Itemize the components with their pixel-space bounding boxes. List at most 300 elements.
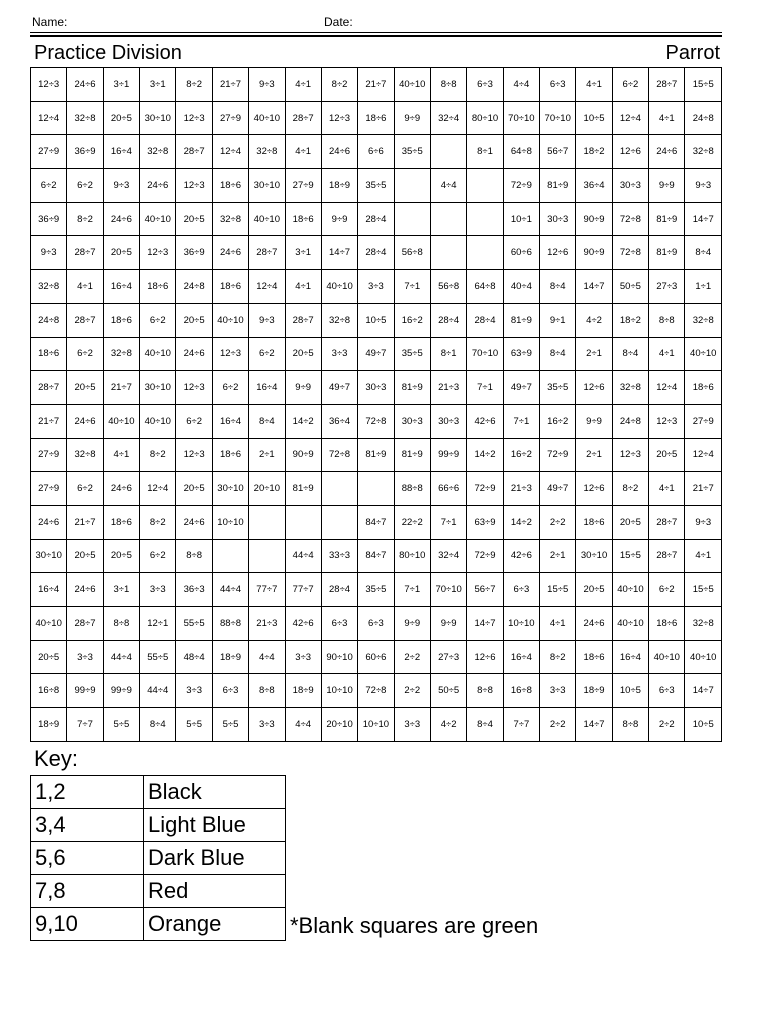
grid-cell: 22÷2 — [394, 505, 430, 539]
grid-cell: 12÷3 — [31, 68, 67, 102]
grid-row — [31, 236, 722, 270]
grid-cell: 40÷10 — [649, 640, 685, 674]
grid-cell: 81÷9 — [285, 472, 321, 506]
grid-cell: 10÷5 — [576, 101, 612, 135]
grid-cell: 32÷8 — [685, 135, 722, 169]
grid-cell: 21÷3 — [503, 472, 539, 506]
grid-cell: 36÷9 — [31, 202, 67, 236]
grid-row — [31, 337, 722, 371]
grid-cell: 30÷10 — [140, 371, 176, 405]
grid-cell: 28÷7 — [31, 371, 67, 405]
grid-cell: 9÷3 — [103, 169, 139, 203]
grid-cell: 21÷7 — [358, 68, 394, 102]
key-range: 7,8 — [31, 875, 144, 908]
grid-row — [31, 101, 722, 135]
grid-cell: 2÷1 — [576, 337, 612, 371]
grid-cell: 9÷9 — [285, 371, 321, 405]
grid-cell: 6÷3 — [467, 68, 503, 102]
grid-row — [31, 674, 722, 708]
grid-cell: 4÷4 — [249, 640, 285, 674]
key-row — [31, 908, 286, 941]
grid-cell: 12÷4 — [685, 438, 722, 472]
grid-cell: 8÷8 — [249, 674, 285, 708]
grid-cell: 20÷5 — [67, 539, 103, 573]
date-label: Date: — [324, 15, 353, 29]
grid-cell: 12÷6 — [576, 472, 612, 506]
grid-cell — [430, 202, 466, 236]
grid-cell: 18÷6 — [212, 169, 248, 203]
grid-cell: 12÷1 — [140, 607, 176, 641]
grid-cell: 8÷4 — [540, 337, 576, 371]
grid-cell: 4÷1 — [285, 270, 321, 304]
grid-row — [31, 303, 722, 337]
grid-cell: 32÷8 — [31, 270, 67, 304]
grid-cell: 27÷9 — [285, 169, 321, 203]
grid-cell: 7÷1 — [430, 505, 466, 539]
grid-cell: 32÷4 — [430, 539, 466, 573]
grid-cell: 35÷5 — [394, 135, 430, 169]
grid-cell: 2÷2 — [540, 708, 576, 742]
grid-cell: 72÷9 — [467, 472, 503, 506]
grid-cell: 28÷7 — [285, 303, 321, 337]
grid-cell: 10÷5 — [612, 674, 648, 708]
grid-cell: 40÷10 — [103, 404, 139, 438]
grid-cell: 18÷2 — [576, 135, 612, 169]
grid-cell: 18÷6 — [285, 202, 321, 236]
grid-cell: 80÷10 — [394, 539, 430, 573]
grid-cell: 24÷6 — [103, 472, 139, 506]
grid-cell: 9÷9 — [576, 404, 612, 438]
key-range: 1,2 — [31, 776, 144, 809]
grid-cell: 8÷8 — [176, 539, 212, 573]
grid-cell: 6÷3 — [212, 674, 248, 708]
grid-cell: 70÷10 — [540, 101, 576, 135]
grid-cell: 8÷8 — [430, 68, 466, 102]
grid-cell: 28÷7 — [67, 607, 103, 641]
grid-cell: 6÷2 — [649, 573, 685, 607]
grid-cell: 20÷5 — [103, 236, 139, 270]
grid-cell: 6÷2 — [140, 303, 176, 337]
grid-cell: 7÷7 — [503, 708, 539, 742]
grid-cell: 6÷6 — [358, 135, 394, 169]
grid-row — [31, 573, 722, 607]
grid-cell: 2÷2 — [540, 505, 576, 539]
grid-cell: 14÷7 — [685, 202, 722, 236]
grid-cell: 24÷6 — [140, 169, 176, 203]
grid-cell: 55÷5 — [176, 607, 212, 641]
grid-cell: 3÷3 — [540, 674, 576, 708]
grid-cell: 40÷10 — [140, 404, 176, 438]
grid-cell: 32÷8 — [140, 135, 176, 169]
grid-cell: 18÷6 — [649, 607, 685, 641]
grid-cell: 70÷10 — [467, 337, 503, 371]
grid-cell: 10÷10 — [321, 674, 357, 708]
grid-cell: 15÷5 — [612, 539, 648, 573]
grid-cell: 30÷10 — [140, 101, 176, 135]
grid-cell: 40÷10 — [394, 68, 430, 102]
grid-cell: 44÷4 — [103, 640, 139, 674]
grid-cell — [212, 539, 248, 573]
grid-cell: 35÷5 — [394, 337, 430, 371]
header-rule-thick — [30, 35, 722, 37]
grid-cell: 28÷4 — [430, 303, 466, 337]
grid-cell: 35÷5 — [358, 573, 394, 607]
grid-cell: 24÷6 — [649, 135, 685, 169]
grid-cell: 4÷2 — [430, 708, 466, 742]
grid-cell: 30÷3 — [358, 371, 394, 405]
grid-cell: 20÷5 — [285, 337, 321, 371]
grid-cell: 48÷4 — [176, 640, 212, 674]
grid-cell: 8÷4 — [685, 236, 722, 270]
grid-cell: 18÷2 — [612, 303, 648, 337]
grid-cell: 27÷9 — [31, 135, 67, 169]
grid-cell: 24÷6 — [67, 573, 103, 607]
grid-cell: 72÷9 — [503, 169, 539, 203]
grid-cell: 14÷7 — [576, 270, 612, 304]
grid-cell: 50÷5 — [612, 270, 648, 304]
grid-cell: 44÷4 — [212, 573, 248, 607]
grid-cell: 56÷7 — [540, 135, 576, 169]
grid-cell: 28÷7 — [649, 539, 685, 573]
grid-cell: 36÷9 — [67, 135, 103, 169]
grid-cell: 81÷9 — [358, 438, 394, 472]
grid-cell: 9÷9 — [394, 101, 430, 135]
grid-cell: 28÷4 — [358, 236, 394, 270]
grid-cell: 3÷3 — [321, 337, 357, 371]
grid-cell: 40÷10 — [249, 101, 285, 135]
grid-cell: 24÷6 — [176, 337, 212, 371]
worksheet-subject: Parrot — [665, 42, 720, 64]
grid-cell: 30÷10 — [249, 169, 285, 203]
grid-cell: 24÷8 — [612, 404, 648, 438]
grid-cell: 12÷4 — [140, 472, 176, 506]
grid-cell: 27÷9 — [685, 404, 722, 438]
grid-cell: 7÷1 — [394, 573, 430, 607]
grid-cell: 32÷8 — [685, 303, 722, 337]
grid-cell: 50÷5 — [430, 674, 466, 708]
grid-cell: 18÷6 — [212, 438, 248, 472]
grid-cell: 40÷10 — [140, 202, 176, 236]
grid-cell: 6÷2 — [67, 169, 103, 203]
grid-cell: 56÷8 — [394, 236, 430, 270]
grid-cell: 72÷8 — [612, 202, 648, 236]
grid-cell: 6÷2 — [67, 337, 103, 371]
grid-cell: 12÷4 — [612, 101, 648, 135]
grid-cell: 12÷3 — [212, 337, 248, 371]
grid-cell: 30÷3 — [540, 202, 576, 236]
grid-cell: 2÷2 — [649, 708, 685, 742]
grid-cell: 49÷7 — [503, 371, 539, 405]
grid-cell: 44÷4 — [285, 539, 321, 573]
grid-cell: 32÷8 — [212, 202, 248, 236]
grid-cell: 3÷3 — [67, 640, 103, 674]
grid-cell: 63÷9 — [467, 505, 503, 539]
grid-cell: 20÷5 — [176, 472, 212, 506]
grid-cell: 10÷5 — [358, 303, 394, 337]
grid-cell: 32÷8 — [321, 303, 357, 337]
grid-cell: 88÷8 — [212, 607, 248, 641]
grid-cell: 20÷10 — [249, 472, 285, 506]
grid-cell: 81÷9 — [540, 169, 576, 203]
grid-cell: 8÷8 — [467, 674, 503, 708]
grid-cell: 10÷10 — [212, 505, 248, 539]
grid-cell: 16÷2 — [394, 303, 430, 337]
grid-cell: 4÷4 — [503, 68, 539, 102]
grid-cell: 4÷1 — [540, 607, 576, 641]
grid-cell: 8÷4 — [140, 708, 176, 742]
grid-cell: 18÷6 — [103, 505, 139, 539]
grid-cell: 7÷7 — [67, 708, 103, 742]
grid-cell: 9÷3 — [685, 169, 722, 203]
grid-cell: 3÷3 — [140, 573, 176, 607]
grid-cell: 8÷8 — [103, 607, 139, 641]
grid-row — [31, 169, 722, 203]
grid-cell: 4÷4 — [430, 169, 466, 203]
grid-cell: 4÷1 — [103, 438, 139, 472]
grid-cell: 6÷3 — [358, 607, 394, 641]
grid-cell: 32÷8 — [685, 607, 722, 641]
grid-cell: 9÷9 — [394, 607, 430, 641]
grid-cell: 9÷3 — [249, 68, 285, 102]
grid-cell: 14÷2 — [467, 438, 503, 472]
grid-cell: 60÷6 — [503, 236, 539, 270]
grid-cell: 30÷3 — [612, 169, 648, 203]
grid-cell: 12÷4 — [31, 101, 67, 135]
grid-cell: 24÷6 — [67, 68, 103, 102]
grid-cell: 12÷3 — [176, 371, 212, 405]
grid-cell: 27÷9 — [31, 438, 67, 472]
grid-cell: 72÷9 — [540, 438, 576, 472]
grid-cell: 24÷6 — [212, 236, 248, 270]
grid-cell: 16÷4 — [612, 640, 648, 674]
grid-cell: 18÷6 — [103, 303, 139, 337]
grid-cell: 16÷2 — [503, 438, 539, 472]
grid-cell — [358, 472, 394, 506]
grid-cell: 20÷5 — [31, 640, 67, 674]
grid-cell: 12÷3 — [140, 236, 176, 270]
grid-cell: 14÷7 — [321, 236, 357, 270]
key-range: 9,10 — [31, 908, 144, 941]
grid-cell: 2÷2 — [394, 674, 430, 708]
grid-cell: 16÷4 — [103, 135, 139, 169]
grid-row — [31, 539, 722, 573]
grid-cell: 72÷8 — [321, 438, 357, 472]
grid-cell: 49÷7 — [321, 371, 357, 405]
grid-cell: 20÷5 — [176, 202, 212, 236]
key-range: 5,6 — [31, 842, 144, 875]
grid-cell — [467, 236, 503, 270]
grid-cell — [394, 202, 430, 236]
grid-cell: 20÷5 — [612, 505, 648, 539]
grid-cell — [467, 169, 503, 203]
grid-cell: 16÷2 — [540, 404, 576, 438]
grid-cell: 21÷3 — [430, 371, 466, 405]
grid-cell: 72÷8 — [358, 674, 394, 708]
grid-cell: 8÷2 — [67, 202, 103, 236]
grid-cell: 7÷1 — [394, 270, 430, 304]
grid-cell: 30÷3 — [430, 404, 466, 438]
grid-cell: 8÷2 — [140, 505, 176, 539]
grid-cell: 3÷3 — [176, 674, 212, 708]
grid-cell: 30÷10 — [31, 539, 67, 573]
grid-cell: 8÷8 — [612, 708, 648, 742]
key-color: Black — [144, 776, 286, 809]
grid-cell: 32÷8 — [103, 337, 139, 371]
grid-cell: 27÷9 — [212, 101, 248, 135]
grid-cell: 18÷9 — [576, 674, 612, 708]
grid-cell — [249, 539, 285, 573]
grid-cell: 40÷10 — [140, 337, 176, 371]
grid-cell: 28÷7 — [649, 68, 685, 102]
grid-cell: 90÷10 — [321, 640, 357, 674]
grid-cell: 2÷1 — [249, 438, 285, 472]
grid-cell: 24÷6 — [321, 135, 357, 169]
grid-cell — [249, 505, 285, 539]
grid-cell: 99÷9 — [103, 674, 139, 708]
grid-row — [31, 68, 722, 102]
grid-cell: 4÷1 — [285, 68, 321, 102]
grid-cell: 8÷4 — [467, 708, 503, 742]
grid-cell: 90÷9 — [576, 202, 612, 236]
grid-cell: 70÷10 — [430, 573, 466, 607]
grid-cell: 4÷1 — [285, 135, 321, 169]
grid-cell: 32÷8 — [67, 438, 103, 472]
grid-cell: 20÷5 — [649, 438, 685, 472]
grid-cell: 4÷1 — [576, 68, 612, 102]
grid-cell: 32÷8 — [249, 135, 285, 169]
grid-cell: 18÷9 — [321, 169, 357, 203]
grid-cell: 14÷2 — [503, 505, 539, 539]
grid-cell: 81÷9 — [649, 202, 685, 236]
grid-cell: 6÷2 — [67, 472, 103, 506]
grid-cell: 24÷8 — [176, 270, 212, 304]
grid-cell: 8÷4 — [540, 270, 576, 304]
grid-cell: 3÷1 — [285, 236, 321, 270]
grid-cell: 99÷9 — [430, 438, 466, 472]
grid-cell: 18÷6 — [576, 505, 612, 539]
grid-cell: 12÷6 — [467, 640, 503, 674]
grid-cell: 2÷1 — [540, 539, 576, 573]
blank-squares-note: *Blank squares are green — [290, 913, 539, 938]
grid-cell: 4÷2 — [576, 303, 612, 337]
grid-cell: 12÷6 — [612, 135, 648, 169]
grid-cell: 28÷4 — [358, 202, 394, 236]
grid-cell — [467, 202, 503, 236]
grid-cell: 18÷6 — [358, 101, 394, 135]
grid-cell — [321, 472, 357, 506]
grid-cell: 1÷1 — [685, 270, 722, 304]
grid-cell: 42÷6 — [503, 539, 539, 573]
grid-cell: 64÷8 — [503, 135, 539, 169]
grid-cell: 4÷1 — [67, 270, 103, 304]
grid-cell: 77÷7 — [285, 573, 321, 607]
grid-cell: 49÷7 — [540, 472, 576, 506]
grid-cell: 8÷8 — [649, 303, 685, 337]
key-row — [31, 776, 286, 809]
grid-cell: 8÷4 — [612, 337, 648, 371]
grid-cell: 10÷5 — [685, 708, 722, 742]
grid-cell: 90÷9 — [285, 438, 321, 472]
grid-cell: 77÷7 — [249, 573, 285, 607]
grid-cell: 27÷3 — [430, 640, 466, 674]
grid-cell: 4÷1 — [649, 472, 685, 506]
grid-cell: 27÷3 — [649, 270, 685, 304]
grid-cell: 81÷9 — [394, 438, 430, 472]
grid-cell: 28÷7 — [67, 303, 103, 337]
key-color: Dark Blue — [144, 842, 286, 875]
grid-cell: 36÷9 — [176, 236, 212, 270]
grid-cell: 24÷6 — [576, 607, 612, 641]
grid-cell: 40÷10 — [249, 202, 285, 236]
grid-cell: 72÷9 — [467, 539, 503, 573]
grid-cell: 24÷6 — [31, 505, 67, 539]
grid-cell: 28÷4 — [321, 573, 357, 607]
grid-cell: 21÷7 — [67, 505, 103, 539]
grid-cell: 4÷4 — [285, 708, 321, 742]
grid-cell: 21÷7 — [31, 404, 67, 438]
grid-cell: 12÷4 — [212, 135, 248, 169]
grid-row — [31, 607, 722, 641]
grid-row — [31, 438, 722, 472]
grid-cell: 10÷10 — [358, 708, 394, 742]
grid-cell: 24÷6 — [103, 202, 139, 236]
grid-cell: 9÷3 — [685, 505, 722, 539]
grid-cell: 16÷4 — [31, 573, 67, 607]
grid-cell: 8÷4 — [249, 404, 285, 438]
grid-cell: 32÷8 — [612, 371, 648, 405]
grid-cell: 72÷8 — [358, 404, 394, 438]
grid-cell: 9÷3 — [31, 236, 67, 270]
grid-cell: 30÷10 — [212, 472, 248, 506]
grid-row — [31, 135, 722, 169]
grid-cell: 2÷2 — [394, 640, 430, 674]
grid-cell: 3÷3 — [249, 708, 285, 742]
name-label: Name: — [32, 15, 68, 29]
grid-cell: 16÷8 — [503, 674, 539, 708]
grid-cell — [285, 505, 321, 539]
key-range: 3,4 — [31, 809, 144, 842]
grid-cell: 12÷3 — [612, 438, 648, 472]
grid-cell: 40÷10 — [612, 607, 648, 641]
grid-cell: 18÷9 — [212, 640, 248, 674]
grid-cell: 80÷10 — [467, 101, 503, 135]
grid-cell: 21÷7 — [103, 371, 139, 405]
grid-cell: 40÷4 — [503, 270, 539, 304]
key-row — [31, 842, 286, 875]
grid-cell: 8÷2 — [176, 68, 212, 102]
grid-cell: 4÷1 — [649, 101, 685, 135]
key-row — [31, 809, 286, 842]
grid-cell: 35÷5 — [540, 371, 576, 405]
grid-cell: 36÷3 — [176, 573, 212, 607]
grid-cell: 40÷10 — [212, 303, 248, 337]
division-grid — [30, 67, 722, 742]
grid-cell: 36÷4 — [576, 169, 612, 203]
key-color: Red — [144, 875, 286, 908]
grid-cell: 40÷10 — [321, 270, 357, 304]
grid-cell: 5÷5 — [176, 708, 212, 742]
grid-cell: 8÷2 — [321, 68, 357, 102]
grid-cell: 84÷7 — [358, 539, 394, 573]
grid-cell: 10÷1 — [503, 202, 539, 236]
grid-cell: 16÷4 — [103, 270, 139, 304]
grid-cell: 40÷10 — [31, 607, 67, 641]
grid-cell: 99÷9 — [67, 674, 103, 708]
grid-cell: 3÷1 — [103, 68, 139, 102]
grid-cell: 18÷6 — [140, 270, 176, 304]
grid-cell: 35÷5 — [358, 169, 394, 203]
grid-cell: 14÷2 — [285, 404, 321, 438]
